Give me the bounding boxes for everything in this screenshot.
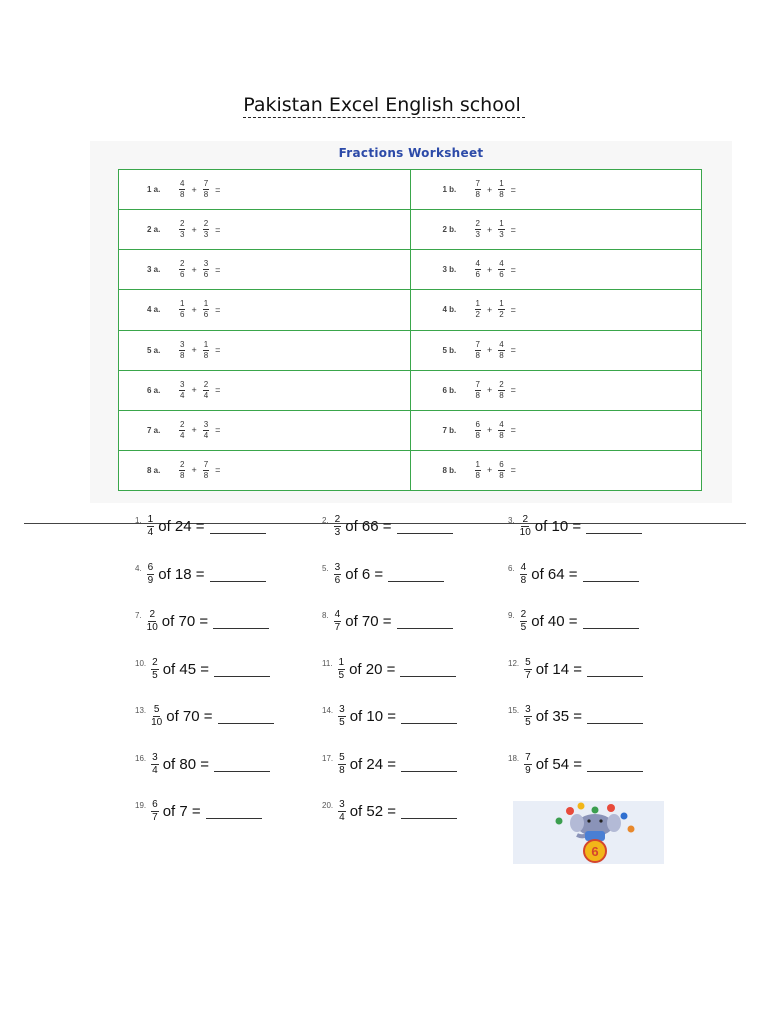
problem-label: 5 b.: [442, 345, 457, 355]
problem-number: 1.: [135, 516, 142, 525]
numerator: 1: [147, 514, 154, 525]
problem-text: of 35 =: [535, 708, 582, 725]
answer-blank[interactable]: [218, 709, 274, 724]
problem-label: 2 a.: [147, 225, 161, 235]
denominator: 8: [203, 470, 209, 480]
problem-text: of 7 =: [162, 803, 201, 820]
denominator: 8: [520, 575, 527, 586]
of-problem-19: [135, 800, 262, 823]
fraction: [334, 515, 342, 538]
problem-label: 1 a.: [147, 185, 161, 195]
answer-blank[interactable]: [388, 567, 444, 582]
problem-text: of 64 =: [531, 566, 578, 583]
denominator: 6: [475, 270, 480, 280]
problem-text: of 70 =: [161, 613, 209, 630]
numerator: 2: [180, 419, 185, 429]
denominator: 8: [499, 390, 504, 400]
fraction: [520, 515, 531, 538]
of-problem-13: [135, 705, 274, 728]
denominator: 3: [475, 230, 480, 240]
plus-sign: +: [486, 264, 493, 275]
equals-sign: =: [215, 264, 221, 275]
problem-text: of 70 =: [345, 613, 392, 630]
problem-label: 6 a.: [147, 385, 161, 395]
denominator: 8: [499, 350, 504, 360]
numerator: 7: [475, 179, 480, 189]
equals-sign: =: [215, 184, 221, 195]
denominator: 7: [525, 670, 531, 681]
problem-number: 3.: [508, 516, 515, 525]
problem-label: 3 a.: [147, 265, 161, 275]
denominator: 8: [180, 190, 185, 200]
elephant-juggler-clipart: [513, 801, 664, 864]
ball-number: 6: [591, 844, 599, 859]
denominator: 6: [499, 270, 504, 280]
denominator: 3: [203, 230, 209, 240]
equals-sign: =: [215, 224, 221, 235]
numerator: 5: [339, 752, 345, 763]
denominator: 8: [475, 190, 480, 200]
problem-label: 8 b.: [442, 465, 457, 475]
problem-number: 16.: [135, 754, 147, 763]
of-problem-15: [508, 705, 643, 728]
answer-blank[interactable]: [587, 662, 643, 677]
denominator: 4: [180, 390, 185, 400]
plus-sign: +: [191, 465, 197, 476]
denominator: 8: [499, 430, 504, 440]
problem-number: 17.: [322, 754, 334, 763]
problem-text: of 66 =: [345, 518, 392, 535]
plus-sign: +: [191, 385, 197, 396]
answer-blank[interactable]: [206, 804, 262, 819]
numerator: 1: [203, 299, 209, 309]
problem-number: 13.: [135, 706, 147, 715]
equals-sign: =: [510, 425, 516, 436]
denominator: 9: [147, 575, 154, 586]
of-problem-10: [135, 658, 270, 681]
numerator: 1: [475, 299, 480, 309]
equals-sign: =: [510, 264, 516, 275]
answer-blank[interactable]: [583, 567, 639, 582]
problem-text: of 6 =: [345, 566, 384, 583]
numerator: 5: [525, 657, 531, 668]
numerator: 3: [180, 339, 185, 349]
answer-blank[interactable]: [586, 519, 642, 534]
problem-label: 3 b.: [442, 265, 457, 275]
of-problem-2: [322, 515, 453, 538]
denominator: 6: [180, 270, 185, 280]
answer-blank[interactable]: [397, 519, 453, 534]
answer-blank[interactable]: [214, 757, 270, 772]
numerator: 7: [203, 179, 209, 189]
problem-label: 4 a.: [147, 305, 161, 315]
denominator: 5: [339, 717, 345, 728]
denominator: 4: [180, 430, 185, 440]
of-problem-11: [322, 658, 456, 681]
answer-blank[interactable]: [587, 709, 643, 724]
numerator: 3: [203, 259, 209, 269]
numerator: 2: [180, 459, 185, 469]
problem-text: of 40 =: [531, 613, 578, 630]
answer-blank[interactable]: [210, 567, 266, 582]
plus-sign: +: [191, 224, 197, 235]
elephant-juggler-icon: [513, 801, 664, 864]
fraction: [334, 610, 342, 633]
of-problem-20: [322, 800, 457, 823]
numerator: 6: [475, 419, 480, 429]
fraction: [147, 563, 155, 586]
numerator: 2: [334, 514, 341, 525]
answer-blank[interactable]: [213, 614, 269, 629]
equals-sign: =: [215, 465, 221, 476]
numerator: 6: [152, 799, 158, 810]
numerator: 7: [525, 752, 531, 763]
problem-text: of 10 =: [534, 518, 582, 535]
equals-sign: =: [510, 345, 516, 356]
of-problem-3: [508, 515, 642, 538]
answer-blank[interactable]: [214, 662, 270, 677]
answer-blank[interactable]: [400, 662, 456, 677]
numerator: 2: [203, 219, 209, 229]
denominator: 4: [203, 430, 209, 440]
numerator: 2: [180, 219, 185, 229]
numerator: 1: [499, 219, 504, 229]
of-problem-8: [322, 610, 453, 633]
numerator: 3: [152, 752, 158, 763]
of-problem-5: [322, 563, 444, 586]
problem-number: 14.: [322, 706, 334, 715]
numerator: 2: [499, 379, 504, 389]
fraction: [520, 610, 528, 633]
fraction: [338, 753, 346, 776]
denominator: 8: [180, 350, 185, 360]
numerator: 3: [334, 562, 341, 573]
plus-sign: +: [191, 184, 197, 195]
denominator: 8: [180, 470, 185, 480]
problem-text: of 14 =: [535, 661, 582, 678]
numerator: 1: [499, 299, 504, 309]
problem-text: of 52 =: [349, 803, 396, 820]
numerator: 7: [475, 339, 480, 349]
denominator: 4: [152, 765, 158, 776]
problem-text: of 10 =: [349, 708, 396, 725]
numerator: 7: [475, 379, 480, 389]
fraction: [338, 658, 346, 681]
denominator: 8: [475, 470, 480, 480]
numerator: 2: [152, 657, 158, 668]
problem-label: 7 a.: [147, 425, 161, 435]
numerator: 3: [180, 379, 185, 389]
denominator: 8: [475, 430, 480, 440]
answer-blank[interactable]: [583, 614, 639, 629]
problem-label: 4 b.: [442, 305, 457, 315]
numerator: 1: [475, 459, 480, 469]
answer-blank[interactable]: [401, 709, 457, 724]
answer-blank[interactable]: [587, 757, 643, 772]
denominator: 4: [203, 390, 209, 400]
denominator: 6: [180, 310, 185, 320]
numerator: 2: [522, 514, 529, 525]
numerator: 2: [180, 259, 185, 269]
problem-label: 1 b.: [442, 185, 457, 195]
problem-label: 6 b.: [442, 385, 457, 395]
numerator: 1: [338, 657, 345, 668]
problem-text: of 70 =: [166, 708, 213, 725]
equals-sign: =: [510, 465, 516, 476]
of-problem-9: [508, 610, 639, 633]
problem-number: 19.: [135, 801, 147, 810]
numerator: 2: [475, 219, 480, 229]
denominator: 8: [499, 190, 504, 200]
numerator: 3: [525, 704, 531, 715]
denominator: 3: [180, 230, 185, 240]
of-problem-16: [135, 753, 270, 776]
numerator: 4: [499, 419, 504, 429]
numerator: 4: [334, 609, 341, 620]
fraction: [147, 610, 158, 633]
problem-label: 2 b.: [442, 225, 457, 235]
answer-blank[interactable]: [210, 519, 266, 534]
problem-number: 2.: [322, 516, 329, 525]
denominator: 3: [499, 230, 504, 240]
problem-text: of 54 =: [535, 756, 582, 773]
denominator: 4: [339, 812, 345, 823]
problem-number: 4.: [135, 564, 142, 573]
denominator: 4: [147, 527, 154, 538]
plus-sign: +: [486, 345, 493, 356]
document-title-text: Pakistan Excel English school: [243, 94, 525, 118]
of-problem-4: [135, 563, 266, 586]
denominator: 5: [520, 622, 527, 633]
denominator: 6: [203, 270, 209, 280]
denominator: 9: [525, 765, 531, 776]
problem-number: 9.: [508, 611, 515, 620]
numerator: 3: [203, 419, 209, 429]
fraction: [334, 563, 342, 586]
plus-sign: +: [191, 264, 197, 275]
worksheet-title: Fractions Worksheet: [338, 146, 484, 160]
problem-number: 12.: [508, 659, 520, 668]
denominator: 8: [203, 190, 209, 200]
of-problem-14: [322, 705, 457, 728]
plus-sign: +: [486, 224, 493, 235]
fraction: [520, 563, 528, 586]
plus-sign: +: [191, 304, 197, 315]
equals-sign: =: [510, 385, 516, 396]
problem-number: 18.: [508, 754, 520, 763]
denominator: 3: [334, 527, 341, 538]
of-problem-1: [135, 515, 266, 538]
numerator: 4: [180, 179, 185, 189]
numerator: 2: [203, 379, 209, 389]
equals-sign: =: [215, 304, 221, 315]
numerator: 5: [153, 704, 160, 715]
problem-number: 11.: [322, 659, 333, 668]
denominator: 8: [475, 350, 480, 360]
denominator: 10: [519, 527, 531, 538]
plus-sign: +: [486, 385, 493, 396]
denominator: 6: [334, 575, 341, 586]
fraction: [524, 705, 532, 728]
of-problem-12: [508, 658, 643, 681]
equals-sign: =: [510, 224, 516, 235]
fraction: [338, 800, 346, 823]
problem-label: 7 b.: [442, 425, 457, 435]
plus-sign: +: [486, 184, 493, 195]
denominator: 8: [339, 765, 345, 776]
problem-text: of 20 =: [349, 661, 396, 678]
problem-number: 5.: [322, 564, 329, 573]
denominator: 2: [475, 310, 480, 320]
numerator: 1: [203, 339, 209, 349]
of-problem-7: [135, 610, 269, 633]
problem-label: 8 a.: [147, 465, 161, 475]
denominator: 10: [146, 622, 158, 633]
fraction: [524, 753, 532, 776]
numerator: 2: [149, 609, 156, 620]
numerator: 4: [520, 562, 527, 573]
denominator: 2: [499, 310, 504, 320]
problem-number: 6.: [508, 564, 515, 573]
numerator: 3: [339, 799, 345, 810]
fraction: [151, 753, 159, 776]
numerator: 4: [475, 259, 480, 269]
denominator: 6: [203, 310, 209, 320]
answer-blank[interactable]: [401, 804, 457, 819]
numerator: 6: [499, 459, 504, 469]
plus-sign: +: [486, 465, 493, 476]
denominator: 8: [499, 470, 504, 480]
answer-blank[interactable]: [397, 614, 453, 629]
equals-sign: =: [215, 385, 221, 396]
numerator: 4: [499, 339, 504, 349]
problem-text: of 24 =: [349, 756, 396, 773]
of-problem-17: [322, 753, 457, 776]
problem-text: of 24 =: [158, 518, 205, 535]
answer-blank[interactable]: [401, 757, 457, 772]
numerator: 3: [339, 704, 345, 715]
denominator: 8: [475, 390, 480, 400]
denominator: 8: [203, 350, 209, 360]
numerator: 7: [203, 459, 209, 469]
plus-sign: +: [486, 304, 493, 315]
equals-sign: =: [510, 304, 516, 315]
numerator: 2: [520, 609, 527, 620]
plus-sign: +: [191, 345, 197, 356]
fraction: [151, 705, 162, 728]
of-problem-18: [508, 753, 643, 776]
denominator: 5: [525, 717, 531, 728]
problem-number: 7.: [135, 611, 142, 620]
of-problem-6: [508, 563, 639, 586]
denominator: 7: [152, 812, 158, 823]
fraction: [151, 800, 159, 823]
equals-sign: =: [215, 345, 221, 356]
problem-text: of 18 =: [158, 566, 205, 583]
numerator: 1: [180, 299, 185, 309]
problem-number: 10.: [135, 659, 147, 668]
denominator: 5: [152, 670, 158, 681]
fraction: [524, 658, 532, 681]
problem-number: 15.: [508, 706, 520, 715]
problem-text: of 45 =: [162, 661, 209, 678]
fraction: [338, 705, 346, 728]
problem-label: 5 a.: [147, 345, 161, 355]
problem-number: 8.: [322, 611, 329, 620]
plus-sign: +: [191, 425, 197, 436]
problem-number: 20.: [322, 801, 334, 810]
equals-sign: =: [510, 184, 516, 195]
denominator: 10: [151, 717, 163, 728]
problem-text: of 80 =: [162, 756, 209, 773]
numerator: 6: [147, 562, 154, 573]
plus-sign: +: [486, 425, 493, 436]
denominator: 7: [334, 622, 341, 633]
numerator: 4: [499, 259, 504, 269]
fraction: [151, 658, 159, 681]
numerator: 1: [499, 179, 504, 189]
denominator: 5: [338, 670, 345, 681]
equals-sign: =: [215, 425, 221, 436]
fraction: [147, 515, 155, 538]
